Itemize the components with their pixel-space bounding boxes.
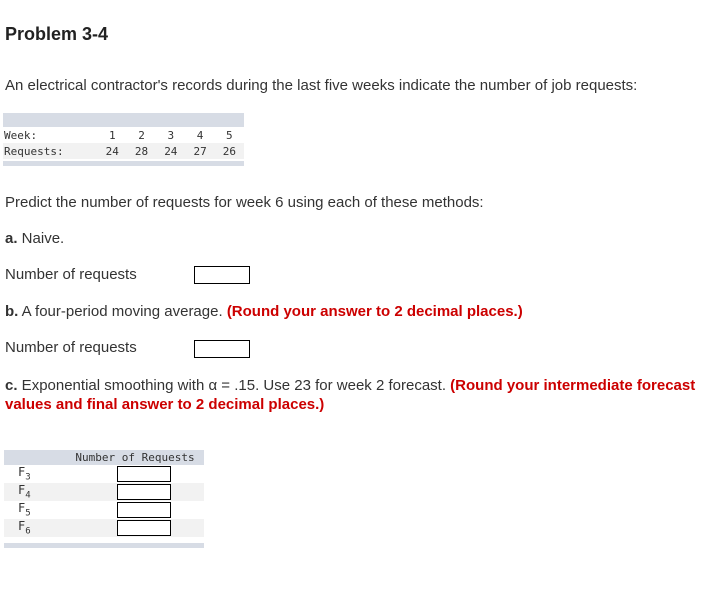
week-row: [3, 127, 244, 143]
requests-label: Requests:: [4, 144, 64, 158]
week-cell: 1: [108, 128, 116, 142]
forecast-table-header: Number of Requests: [4, 450, 204, 465]
part-a-text: Naive.: [17, 230, 65, 247]
part-b-answer-input[interactable]: [194, 340, 250, 358]
week-cell: 4: [196, 128, 204, 142]
forecast-row-f5: [4, 501, 204, 519]
job-requests-table: [3, 113, 244, 166]
week-label: Week:: [4, 128, 38, 142]
requests-cell: 28: [134, 144, 149, 158]
part-a-answer-label: Number of requests: [5, 266, 137, 283]
part-b-rounding-note: (Round your answer to 2 decimal places.): [226, 303, 523, 320]
requests-cell: 26: [222, 144, 236, 158]
forecast-f3-input[interactable]: [117, 466, 171, 482]
part-c-rounding-note: (Round your intermediate forecast: [450, 377, 696, 394]
part-b-text: A four-period moving average.: [18, 303, 227, 320]
part-c-rounding-note-cont: values and final answer to 2 decimal places.): [5, 396, 325, 413]
table-header-bar: [3, 113, 244, 127]
forecast-table-footer-bar: [4, 543, 204, 548]
forecast-label: $F_4$: [18, 483, 31, 501]
part-c-letter: c.: [5, 377, 18, 394]
week-cell: 3: [167, 128, 175, 142]
requests-cell: 27: [193, 144, 207, 158]
requests-cell: 24: [164, 144, 178, 158]
intro-text: An electrical contractor's records during the last five weeks indicate the number of job requests:: [5, 77, 638, 94]
part-c-heading: [5, 377, 695, 394]
problem-title: Problem 3-4: [5, 24, 109, 44]
requests-row: [3, 143, 244, 159]
table-footer-bar: [3, 161, 244, 166]
forecast-label: $F_6$: [18, 519, 31, 537]
part-a-heading: [5, 230, 64, 247]
forecast-row-f3: [4, 465, 204, 483]
part-a-answer-input[interactable]: [194, 266, 250, 284]
forecast-f4-input[interactable]: [117, 484, 171, 500]
part-c-text: Exponential smoothing with α = .15. Use 23 for week 2 forecast.: [17, 377, 451, 394]
week-cell: 2: [138, 128, 145, 142]
part-b-letter: b.: [5, 303, 19, 320]
forecast-f5-input[interactable]: [117, 502, 171, 518]
forecast-row-f6: [4, 519, 204, 537]
part-a-letter: a.: [5, 230, 18, 247]
prompt-text: Predict the number of requests for week 6 using each of these methods:: [5, 194, 484, 211]
requests-cell: 24: [105, 144, 119, 158]
forecast-table: [4, 450, 204, 548]
week-cell: 5: [226, 128, 233, 142]
forecast-row-f4: [4, 483, 204, 501]
forecast-label: $F_3$: [18, 465, 31, 483]
part-b-heading: [5, 303, 523, 320]
forecast-label: $F_5$: [18, 501, 31, 519]
forecast-f6-input[interactable]: [117, 520, 171, 536]
part-b-answer-label: Number of requests: [5, 339, 137, 356]
